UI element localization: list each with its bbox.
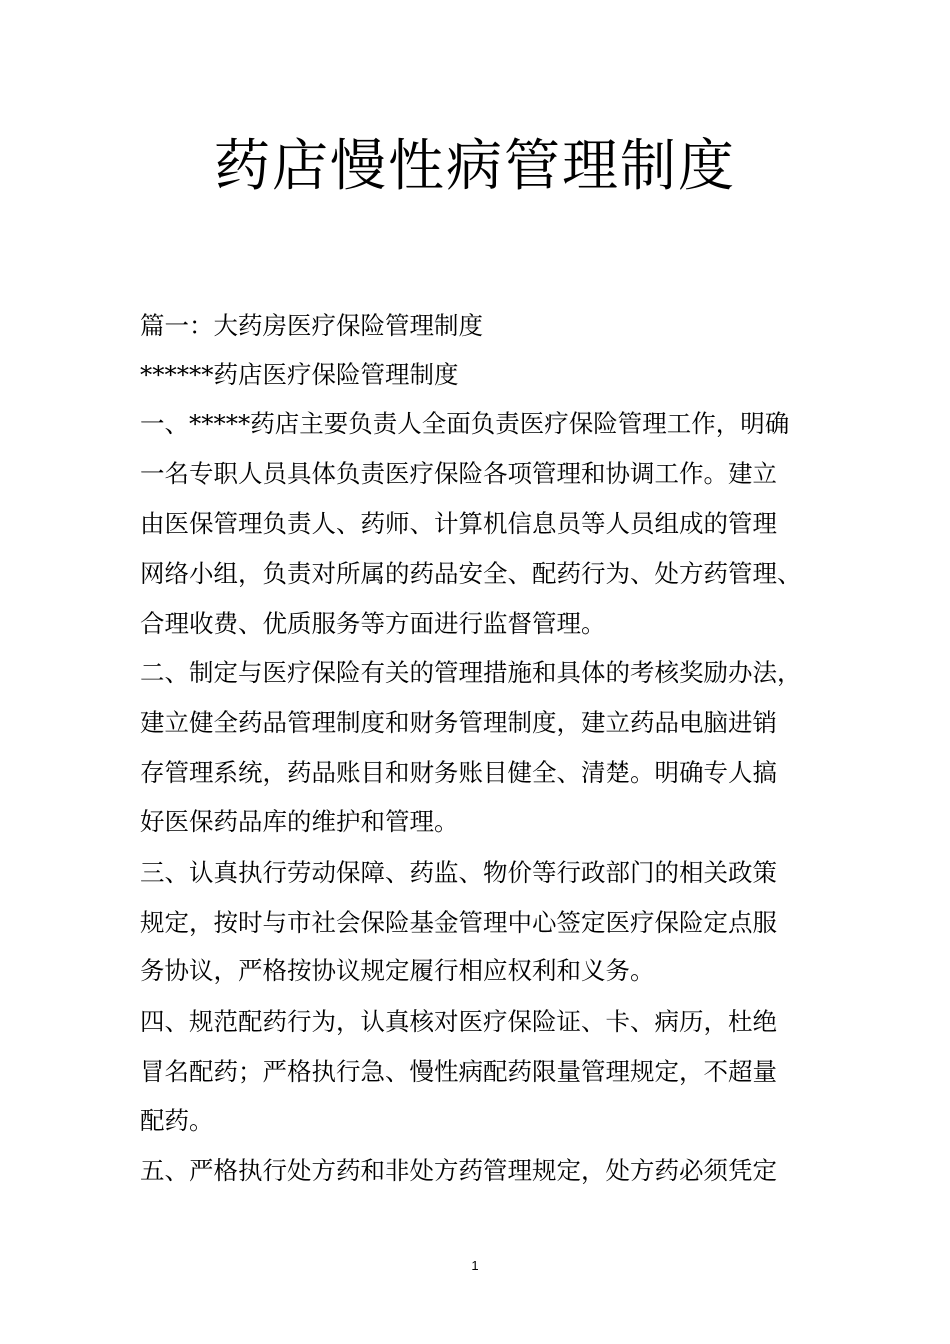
body-line: 规定，按时与市社会保险基金管理中心签定医疗保险定点服 — [140, 908, 777, 937]
body-line: 四、规范配药行为，认真核对医疗保险证、卡、病历，杜绝 — [140, 1007, 777, 1036]
body-line: 五、严格执行处方药和非处方药管理规定，处方药必须凭定 — [140, 1156, 777, 1185]
body-line: 二、制定与医疗保险有关的管理措施和具体的考核奖励办法， — [140, 658, 802, 687]
body-line: 一名专职人员具体负责医疗保险各项管理和协调工作。建立 — [140, 459, 777, 488]
document-title: 药店慢性病管理制度 — [214, 134, 736, 199]
page-number: 1 — [471, 1258, 479, 1273]
body-line: 合理收费、优质服务等方面进行监督管理。 — [140, 609, 606, 638]
subsection-heading: ******药店医疗保险管理制度 — [140, 360, 459, 389]
body-line: 务协议，严格按协议规定履行相应权利和义务。 — [140, 956, 655, 985]
body-line: 建立健全药品管理制度和财务管理制度，建立药品电脑进销 — [140, 708, 777, 737]
body-line: 配药。 — [140, 1106, 214, 1135]
body-line: 一、*****药店主要负责人全面负责医疗保险管理工作，明确 — [140, 409, 790, 438]
body-line: 存管理系统，药品账目和财务账目健全、清楚。明确专人搞 — [140, 758, 777, 787]
body-line: 冒名配药；严格执行急、慢性病配药限量管理规定，不超量 — [140, 1057, 777, 1086]
body-line: 网络小组，负责对所属的药品安全、配药行为、处方药管理、 — [140, 559, 802, 588]
section-heading: 篇一：大药房医疗保险管理制度 — [140, 311, 483, 340]
body-line: 好医保药品库的维护和管理。 — [140, 807, 459, 836]
body-line: 由医保管理负责人、药师、计算机信息员等人员组成的管理 — [140, 509, 777, 538]
body-line: 三、认真执行劳动保障、药监、物价等行政部门的相关政策 — [140, 858, 777, 887]
